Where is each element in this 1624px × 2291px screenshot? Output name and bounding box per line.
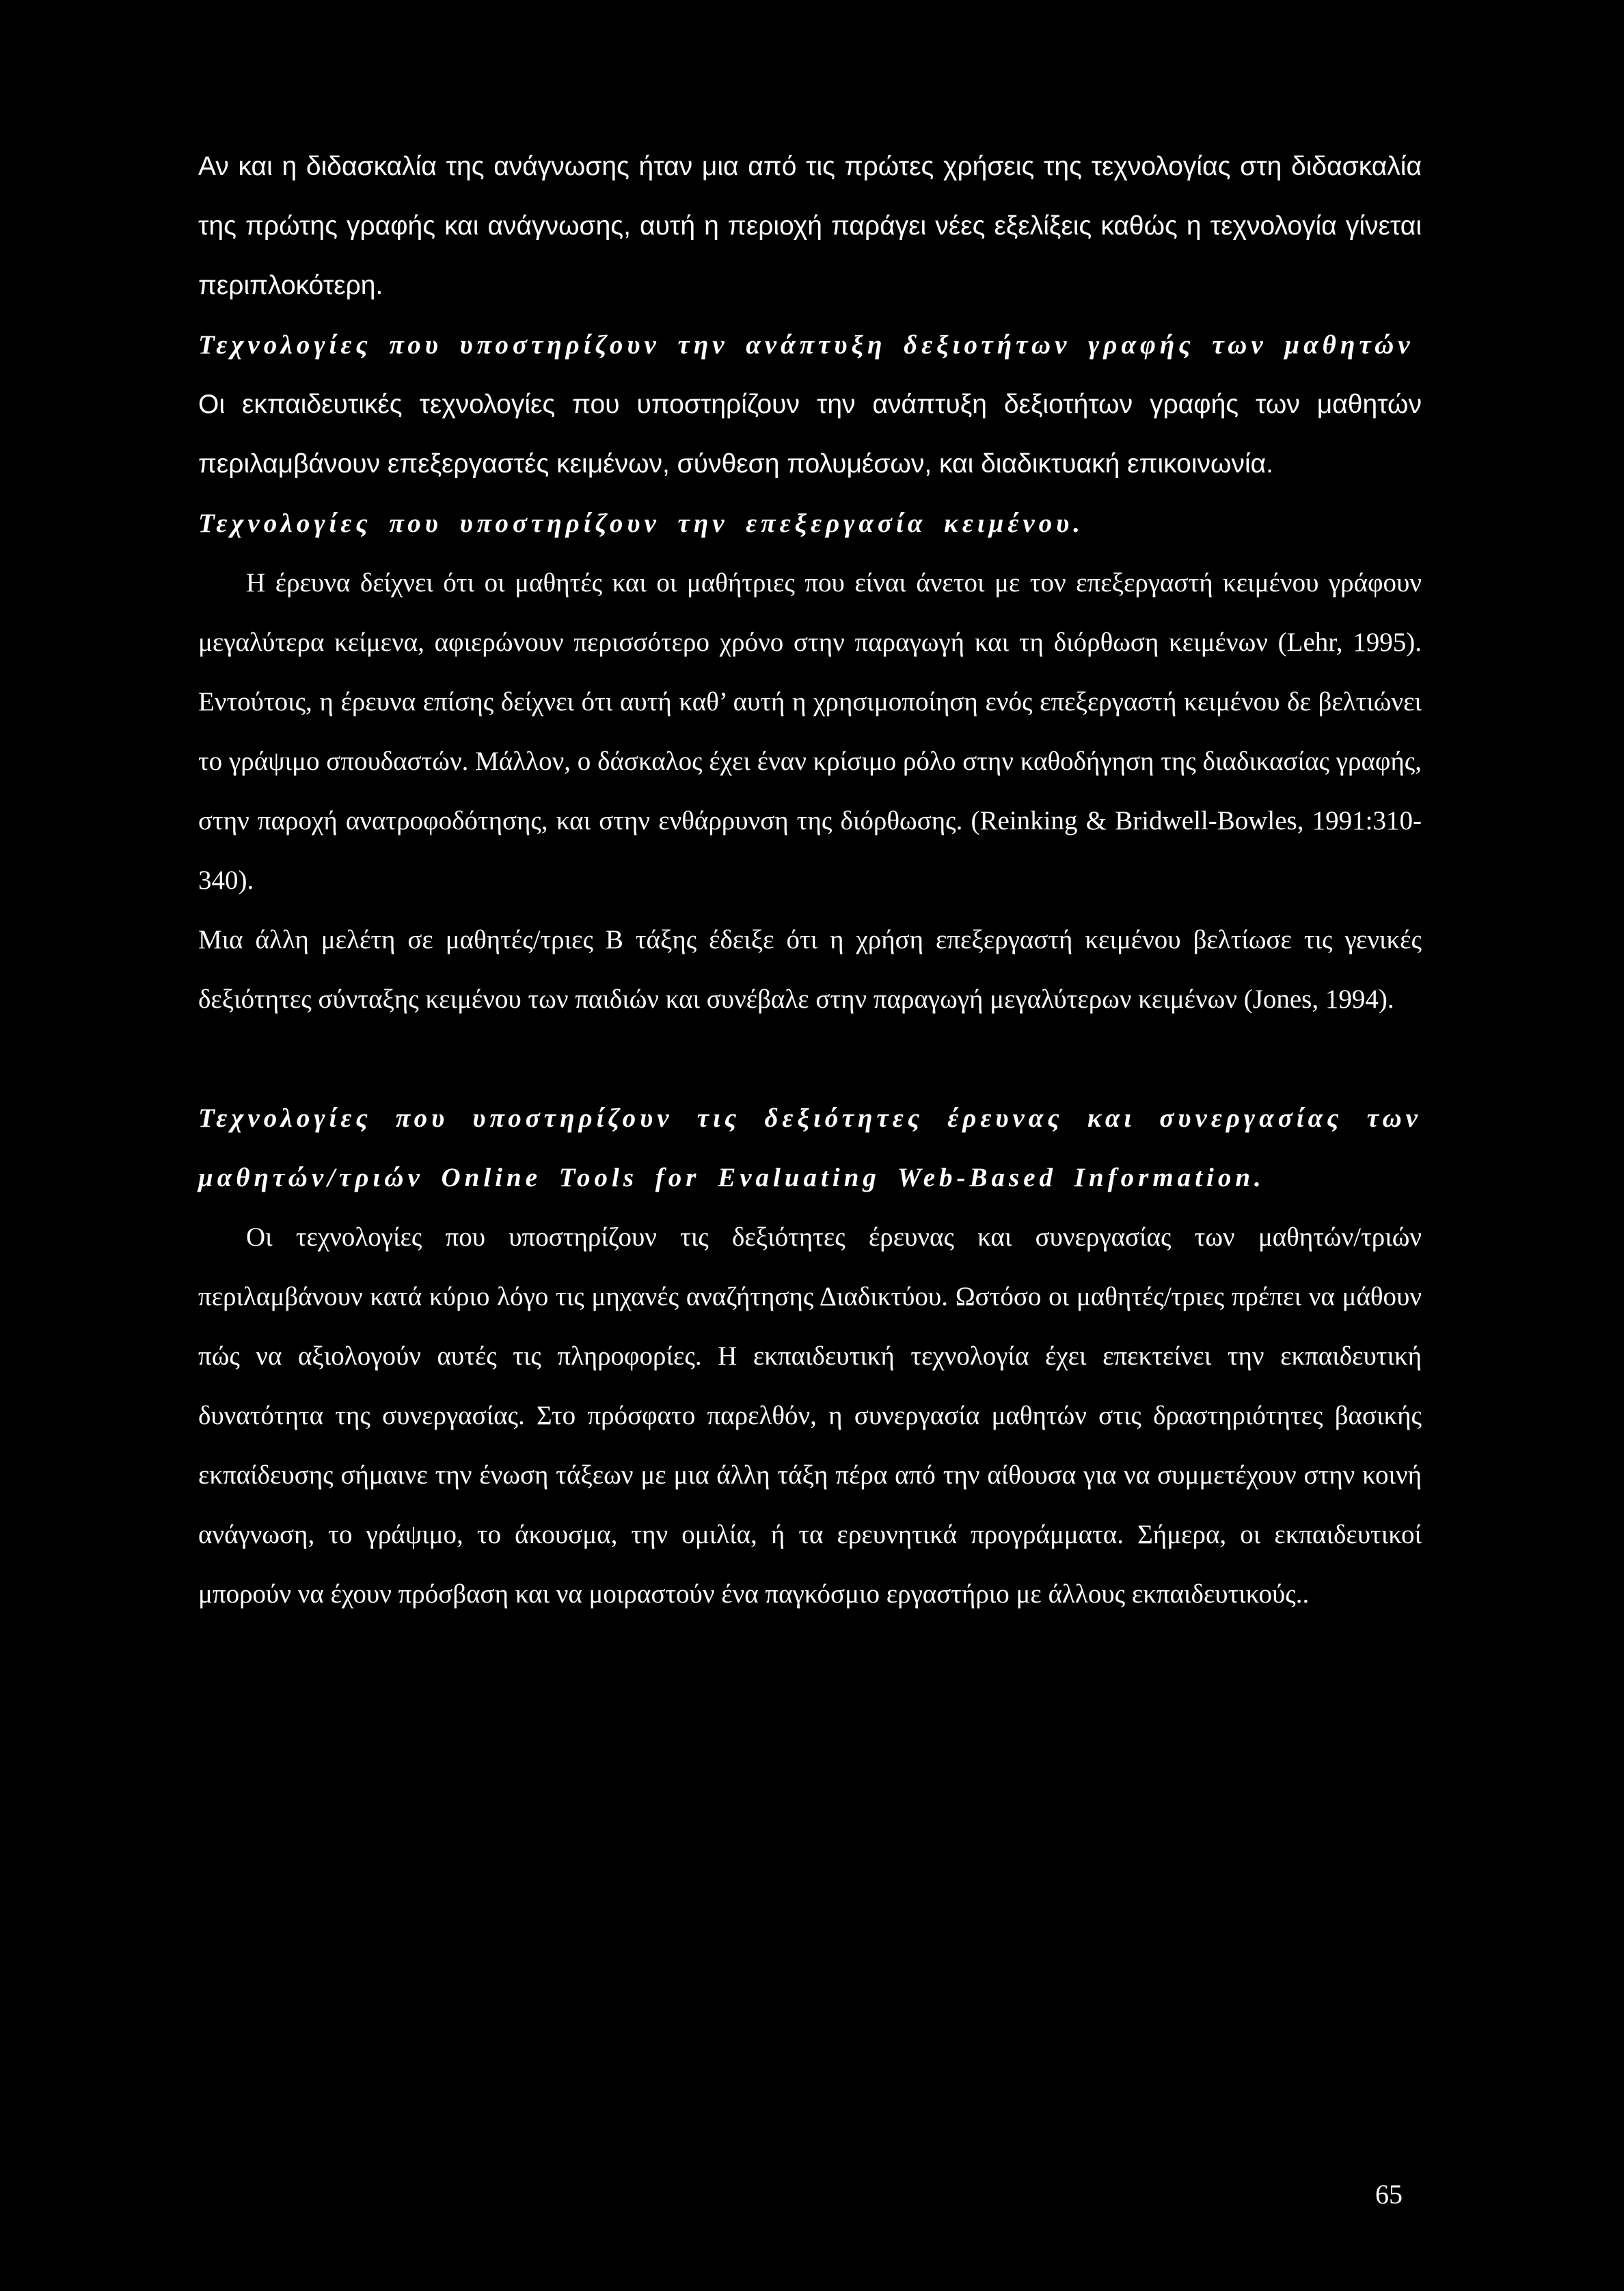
writing-skills-paragraph: Οι εκπαιδευτικές τεχνολογίες που υποστηρίζουν την ανάπτυξη δεξιοτήτων γραφής των μαθητών περιλαμβάνουν επεξεργαστές κειμένων, σύνθεση πολυμέσων, και διαδικτυακή επικοινωνία. (198, 390, 1422, 479)
heading-writing-skills: Τεχνολογίες που υποστηρίζουν την ανάπτυξη δεξιοτήτων γραφής των μαθητών (198, 330, 1414, 360)
document-page (198, 137, 1422, 1624)
heading-word-processing: Τεχνολογίες που υποστηρίζουν την επεξεργασία κειμένου. (198, 509, 1085, 538)
heading-research-collaboration: Τεχνολογίες που υποστηρίζουν τις δεξιότητες έρευνας και συνεργασίας των μαθητών/τριών Online Tools for Evaluating Web-Based Information. (198, 1103, 1422, 1192)
intro-paragraph: Αν και η διδασκαλία της ανάγνωσης ήταν μια από τις πρώτες χρήσεις της τεχνολογίας στη διδασκαλία της πρώτης γραφής και ανάγνωσης, αυτή η περιοχή παράγει νέες εξελίξεις καθώς η τεχνολογία γίνεται περιπλοκότερη. (198, 152, 1422, 300)
page-number: 65 (1375, 2179, 1403, 2210)
section-gap (198, 1029, 1422, 1088)
grade-b-study-paragraph: Μια άλλη μελέτη σε μαθητές/τριες Β τάξης έδειξε ότι η χρήση επεξεργαστή κειμένου βελτίωσε τις γενικές δεξιότητες σύνταξης κειμένου των παιδιών και συνέβαλε στην παραγωγή μεγαλύτερων κειμένων (Jones, 1994). (198, 925, 1422, 1014)
word-processing-paragraph: Η έρευνα δείχνει ότι οι μαθητές και οι μαθήτριες που είναι άνετοι με τον επεξεργαστή κειμένου γράφουν μεγαλύτερα κείμενα, αφιερώνουν περισσότερο χρόνο στην παραγωγή και τη διόρθωση κειμένων (Lehr, 1995). Εντούτοις, η έρευνα επίσης δείχνει ότι αυτή καθ’ αυτή η χρησιμοποίηση ενός επεξεργαστή κειμένου δε βελτιώνει το γράψιμο σπουδαστών. Μάλλον, ο δάσκαλος έχει έναν κρίσιμο ρόλο στην καθοδήγηση της διαδικασίας γραφής, στην παροχή ανατροφοδότησης, και στην ενθάρρυνση της διόρθωσης. (Reinking & Bridwell-Bowles, 1991:310-340). (198, 568, 1422, 895)
research-collaboration-paragraph: Οι τεχνολογίες που υποστηρίζουν τις δεξιότητες έρευνας και συνεργασίας των μαθητών/τριών περιλαμβάνουν κατά κύριο λόγο τις μηχανές αναζήτησης Διαδικτύου. Ωστόσο οι μαθητές/τριες πρέπει να μάθουν πώς να αξιολογούν αυτές τις πληροφορίες. Η εκπαιδευτική τεχνολογία έχει επεκτείνει την εκπαιδευτική δυνατότητα της συνεργασίας. Στο πρόσφατο παρελθόν, η συνεργασία μαθητών στις δραστηριότητες βασικής εκπαίδευσης σήμαινε την ένωση τάξεων με μια άλλη τάξη πέρα από την αίθουσα για να συμμετέχουν στην κοινή ανάγνωση, το γράψιμο, το άκουσμα, την ομιλία, ή τα ερευνητικά προγράμματα. Σήμερα, οι εκπαιδευτικοί μπορούν να έχουν πρόσβαση και να μοιραστούν ένα παγκόσμιο εργαστήριο με άλλους εκπαιδευτικούς.. (198, 1222, 1422, 1609)
